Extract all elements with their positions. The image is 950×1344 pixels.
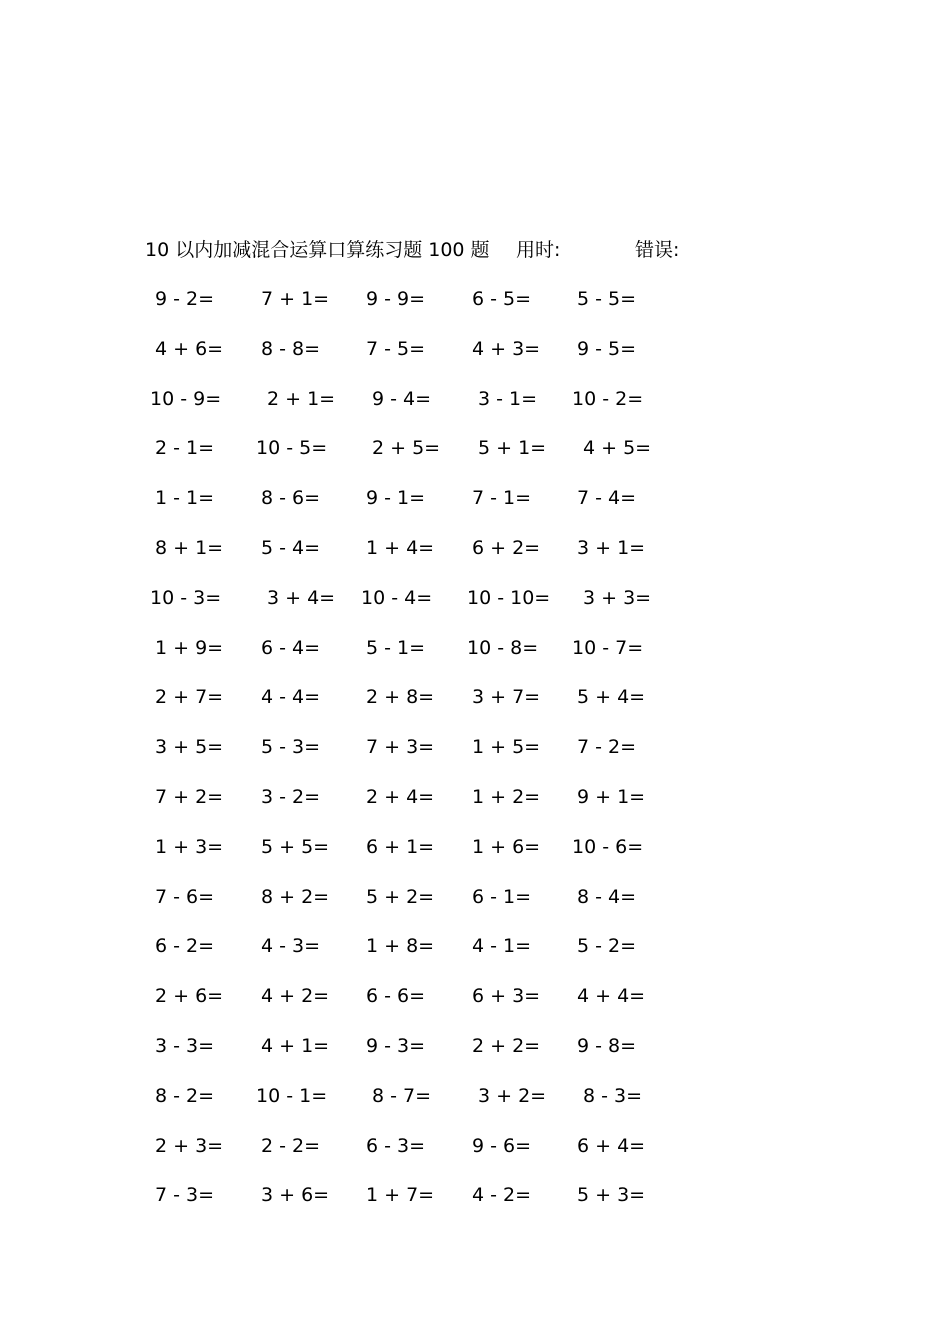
arithmetic-problem: 6 + 2= (472, 537, 541, 559)
arithmetic-problem: 10 - 1= (256, 1085, 328, 1107)
arithmetic-problem: 7 - 6= (155, 886, 215, 908)
arithmetic-problem: 6 - 6= (366, 985, 426, 1007)
arithmetic-problem: 3 + 2= (478, 1085, 547, 1107)
arithmetic-problem: 6 + 3= (472, 985, 541, 1007)
arithmetic-problem: 7 + 3= (366, 736, 435, 758)
arithmetic-problem: 2 + 2= (472, 1035, 541, 1057)
arithmetic-problem: 6 - 5= (472, 288, 532, 310)
arithmetic-problem: 10 - 9= (150, 388, 222, 410)
arithmetic-problem: 2 - 2= (261, 1135, 321, 1157)
arithmetic-problem: 2 + 5= (372, 437, 441, 459)
arithmetic-problem: 1 + 4= (366, 537, 435, 559)
arithmetic-problem: 7 + 1= (261, 288, 330, 310)
arithmetic-problem: 7 - 3= (155, 1184, 215, 1206)
arithmetic-problem: 5 + 1= (478, 437, 547, 459)
arithmetic-problem: 8 - 8= (261, 338, 321, 360)
arithmetic-problem: 8 - 4= (577, 886, 637, 908)
arithmetic-problem: 4 + 6= (155, 338, 224, 360)
arithmetic-problem: 5 + 4= (577, 686, 646, 708)
arithmetic-problem: 4 + 1= (261, 1035, 330, 1057)
arithmetic-problem: 4 + 2= (261, 985, 330, 1007)
problem-row (0, 832, 950, 862)
arithmetic-problem: 9 - 4= (372, 388, 432, 410)
problem-row (0, 1031, 950, 1061)
arithmetic-problem: 4 + 5= (583, 437, 652, 459)
problem-row (0, 433, 950, 463)
arithmetic-problem: 2 + 4= (366, 786, 435, 808)
problem-row (0, 334, 950, 364)
problem-row (0, 1180, 950, 1210)
problem-row (0, 882, 950, 912)
arithmetic-problem: 7 - 5= (366, 338, 426, 360)
arithmetic-problem: 4 - 2= (472, 1184, 532, 1206)
arithmetic-problem: 3 - 1= (478, 388, 538, 410)
arithmetic-problem: 10 - 3= (150, 587, 222, 609)
arithmetic-problem: 3 + 3= (583, 587, 652, 609)
arithmetic-problem: 9 - 2= (155, 288, 215, 310)
time-label: 用时: (516, 239, 561, 261)
arithmetic-problem: 9 + 1= (577, 786, 646, 808)
arithmetic-problem: 8 + 1= (155, 537, 224, 559)
errors-label: 错误: (635, 239, 680, 261)
arithmetic-problem: 3 + 1= (577, 537, 646, 559)
arithmetic-problem: 10 - 7= (572, 637, 644, 659)
problem-row (0, 682, 950, 712)
arithmetic-problem: 1 + 7= (366, 1184, 435, 1206)
arithmetic-problem: 8 - 7= (372, 1085, 432, 1107)
arithmetic-problem: 2 + 7= (155, 686, 224, 708)
arithmetic-problem: 1 + 2= (472, 786, 541, 808)
arithmetic-problem: 2 + 1= (267, 388, 336, 410)
arithmetic-problem: 5 - 1= (366, 637, 426, 659)
arithmetic-problem: 9 - 6= (472, 1135, 532, 1157)
arithmetic-problem: 3 + 5= (155, 736, 224, 758)
arithmetic-problem: 10 - 10= (467, 587, 551, 609)
problem-row (0, 533, 950, 563)
problem-row (0, 1081, 950, 1111)
arithmetic-problem: 6 - 4= (261, 637, 321, 659)
arithmetic-problem: 5 + 5= (261, 836, 330, 858)
arithmetic-problem: 8 - 2= (155, 1085, 215, 1107)
arithmetic-problem: 6 + 1= (366, 836, 435, 858)
arithmetic-problem: 8 - 6= (261, 487, 321, 509)
arithmetic-problem: 5 + 3= (577, 1184, 646, 1206)
arithmetic-problem: 1 + 3= (155, 836, 224, 858)
problem-row (0, 483, 950, 513)
arithmetic-problem: 7 + 2= (155, 786, 224, 808)
arithmetic-problem: 1 + 9= (155, 637, 224, 659)
problem-row (0, 384, 950, 414)
arithmetic-problem: 7 - 2= (577, 736, 637, 758)
arithmetic-problem: 3 - 2= (261, 786, 321, 808)
arithmetic-problem: 9 - 5= (577, 338, 637, 360)
problem-row (0, 782, 950, 812)
arithmetic-problem: 5 - 3= (261, 736, 321, 758)
arithmetic-problem: 2 + 8= (366, 686, 435, 708)
arithmetic-problem: 10 - 6= (572, 836, 644, 858)
arithmetic-problem: 5 - 4= (261, 537, 321, 559)
problem-row (0, 583, 950, 613)
arithmetic-problem: 5 - 2= (577, 935, 637, 957)
arithmetic-problem: 6 - 3= (366, 1135, 426, 1157)
arithmetic-problem: 6 - 1= (472, 886, 532, 908)
arithmetic-problem: 10 - 5= (256, 437, 328, 459)
arithmetic-problem: 4 + 3= (472, 338, 541, 360)
arithmetic-problem: 9 - 3= (366, 1035, 426, 1057)
arithmetic-problem: 6 + 4= (577, 1135, 646, 1157)
arithmetic-problem: 3 + 4= (267, 587, 336, 609)
arithmetic-problem: 9 - 9= (366, 288, 426, 310)
arithmetic-problem: 2 - 1= (155, 437, 215, 459)
arithmetic-problem: 9 - 1= (366, 487, 426, 509)
problem-row (0, 284, 950, 314)
problem-row (0, 633, 950, 663)
problem-row (0, 931, 950, 961)
arithmetic-problem: 1 - 1= (155, 487, 215, 509)
arithmetic-problem: 5 - 5= (577, 288, 637, 310)
arithmetic-problem: 1 + 6= (472, 836, 541, 858)
arithmetic-problem: 8 - 3= (583, 1085, 643, 1107)
arithmetic-problem: 4 + 4= (577, 985, 646, 1007)
arithmetic-problem: 5 + 2= (366, 886, 435, 908)
arithmetic-problem: 9 - 8= (577, 1035, 637, 1057)
arithmetic-problem: 2 + 6= (155, 985, 224, 1007)
arithmetic-problem: 3 + 7= (472, 686, 541, 708)
arithmetic-problem: 10 - 2= (572, 388, 644, 410)
arithmetic-problem: 8 + 2= (261, 886, 330, 908)
arithmetic-problem: 4 - 1= (472, 935, 532, 957)
problem-row (0, 732, 950, 762)
arithmetic-problem: 2 + 3= (155, 1135, 224, 1157)
arithmetic-problem: 6 - 2= (155, 935, 215, 957)
arithmetic-problem: 10 - 8= (467, 637, 539, 659)
arithmetic-problem: 7 - 4= (577, 487, 637, 509)
arithmetic-problem: 7 - 1= (472, 487, 532, 509)
arithmetic-problem: 3 + 6= (261, 1184, 330, 1206)
arithmetic-problem: 1 + 5= (472, 736, 541, 758)
problem-row (0, 1131, 950, 1161)
arithmetic-problem: 4 - 3= (261, 935, 321, 957)
worksheet-title: 10 以内加减混合运算口算练习题 100 题 (145, 239, 490, 261)
arithmetic-problem: 1 + 8= (366, 935, 435, 957)
arithmetic-problem: 3 - 3= (155, 1035, 215, 1057)
arithmetic-problem: 10 - 4= (361, 587, 433, 609)
arithmetic-problem: 4 - 4= (261, 686, 321, 708)
problem-row (0, 981, 950, 1011)
